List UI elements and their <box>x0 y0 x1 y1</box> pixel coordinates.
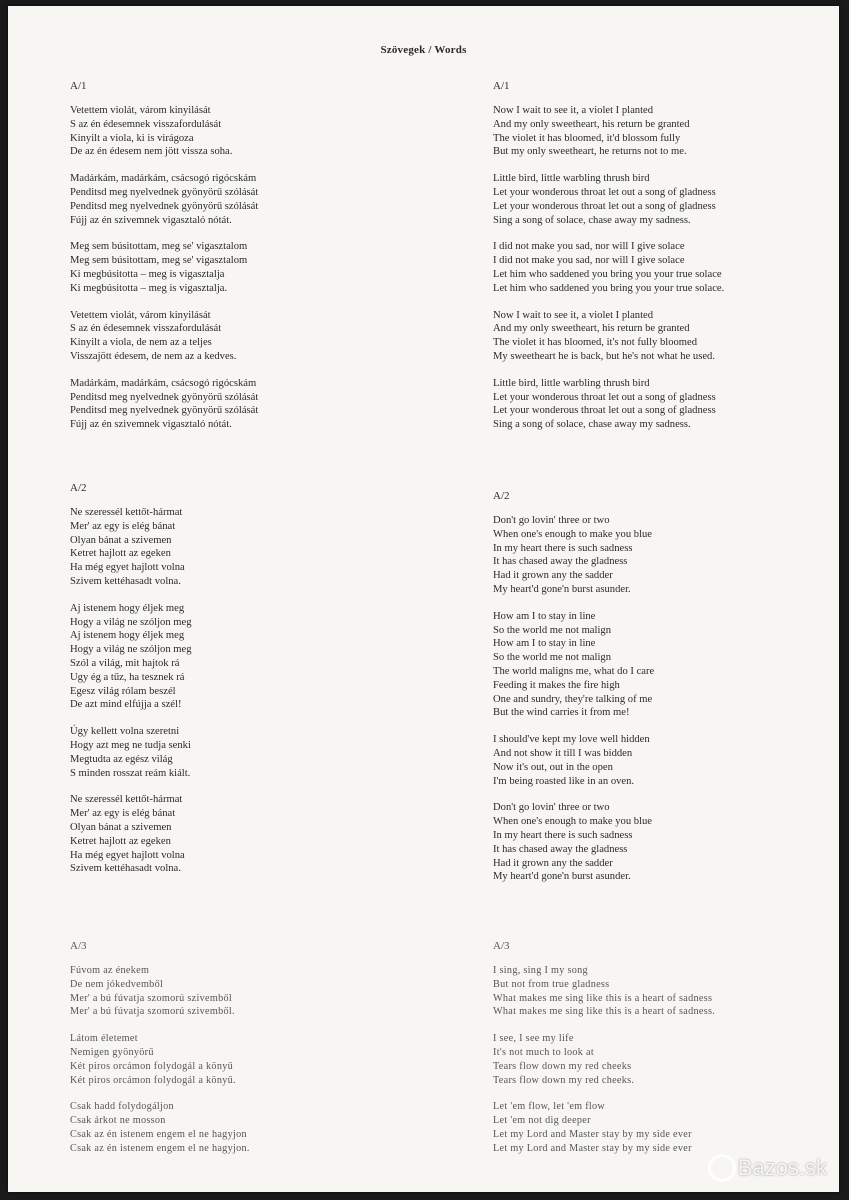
lyric-line: It has chased away the gladness <box>493 556 628 568</box>
stanza <box>70 1100 400 1155</box>
stanza <box>70 309 400 364</box>
lyric-line: The violet it has bloomed, it's not fully bloomed <box>493 337 698 349</box>
lyric-line: Now I wait to see it, a violet I planted <box>493 105 654 116</box>
stanza <box>493 240 823 295</box>
stanza <box>493 514 823 597</box>
lyric-line: Fújj az én szivemnek vigasztaló nótát. <box>70 214 232 226</box>
stanza <box>493 964 823 1019</box>
lyric-line: I did not make you sad, nor will I give solace <box>493 241 685 253</box>
section-a3-english <box>493 940 823 1169</box>
section-a2-hungarian <box>70 482 400 889</box>
lyric-line: Ne szeressél kettőt-hármat <box>70 794 183 806</box>
stanza <box>493 733 823 788</box>
lyric-line: Ki megbúsitotta – meg is vigasztalja. <box>70 282 228 294</box>
stanza <box>493 801 823 884</box>
lyric-line: Sing a song of solace, chase away my sadness. <box>493 214 691 226</box>
lyric-line: S az én édesemnek visszafordulását <box>70 118 222 130</box>
lyric-line: Olyan bánat a szivemen <box>70 534 172 546</box>
stanza <box>493 1100 823 1155</box>
lyric-line: De azt mind elfújja a szél! <box>70 699 182 711</box>
lyric-line: Let your wonderous throat let out a song of gladness <box>493 186 716 198</box>
lyric-line: Hogy a világ ne szóljon meg <box>70 616 192 628</box>
lyric-line: Kinyilt a viola, ki is virágoza <box>70 132 194 144</box>
section-a2-english <box>493 490 823 897</box>
stanza <box>70 964 400 1019</box>
lyric-line: Két piros orcámon folydogál a könyű <box>70 1060 233 1072</box>
stanza <box>70 240 400 295</box>
lyric-line: Ketret hajlott az egeken <box>70 835 171 847</box>
lyric-line: I sing, sing I my song <box>493 965 588 976</box>
lyric-line: Visszajött édesem, de nem az a kedves. <box>70 350 237 362</box>
section-label: A/1 <box>70 80 87 92</box>
lyric-line: Fújj az én szivemnek vigasztaló nótát. <box>70 419 232 431</box>
lyric-line: Kinyilt a viola, de nem az a teljes <box>70 337 212 349</box>
lyric-line: Megtudta az egész világ <box>70 753 173 765</box>
stanza <box>493 309 823 364</box>
lyric-line: Feeding it makes the fire high <box>493 679 620 691</box>
lyric-line: De nem jókedvemből <box>70 978 164 990</box>
lyric-line: Penditsd meg nyelvednek gyönyörű szólását <box>70 391 259 403</box>
stanza <box>70 793 400 876</box>
lyric-line: Don't go lovin' three or two <box>493 515 610 526</box>
lyric-line: Meg sem búsitottam, meg se' vigasztalom <box>70 241 248 253</box>
lyric-line: Let 'em not dig deeper <box>493 1115 591 1127</box>
lyric-line: Vetettem violát, várom kinyilását <box>70 105 211 116</box>
lyric-line: What makes me sing like this is a heart of sadness <box>493 992 713 1004</box>
lyric-line: It has chased away the gladness <box>493 843 628 855</box>
lyric-line: Little bird, little warbling thrush bird <box>493 377 650 389</box>
lyric-line: But the wind carries it from me! <box>493 707 630 719</box>
lyric-line: Ketret hajlott az egeken <box>70 548 171 560</box>
stanza <box>70 506 400 589</box>
lyric-line: And my only sweetheart, his return be granted <box>493 118 690 130</box>
lyric-line: De az én édesem nem jött vissza soha. <box>70 146 233 158</box>
lyric-line: My heart'd gone'n burst asunder. <box>493 583 631 595</box>
lyric-line: Csak árkot ne mosson <box>70 1115 166 1127</box>
stanza <box>493 377 823 432</box>
lyric-line: My heart'd gone'n burst asunder. <box>493 871 631 883</box>
lyric-line: Csak hadd folydogáljon <box>70 1101 174 1113</box>
lyric-line: My sweetheart he is back, but he's not what he used. <box>493 350 715 362</box>
lyric-line: Let your wonderous throat let out a song of gladness <box>493 200 716 212</box>
lyric-line: But not from true gladness <box>493 978 610 990</box>
lyric-line: Sing a song of solace, chase away my sadness. <box>493 419 691 431</box>
lyric-line: How am I to stay in line <box>493 610 596 622</box>
lyric-line: In my heart there is such sadness <box>493 542 633 554</box>
lyric-line: Now it's out, out in the open <box>493 761 613 773</box>
lyric-line: When one's enough to make you blue <box>493 528 653 540</box>
lyric-line: When one's enough to make you blue <box>493 816 653 828</box>
lyric-line: Ki megbúsitotta – meg is vigasztalja <box>70 268 225 280</box>
lyric-line: Hogy a világ ne szóljon meg <box>70 644 192 656</box>
lyric-line: Tears flow down my red cheeks <box>493 1060 632 1072</box>
stanza <box>70 172 400 227</box>
stanza <box>70 377 400 432</box>
stanza <box>70 1032 400 1087</box>
lyric-line: Szivem kettéhasadt volna. <box>70 863 181 875</box>
section-label: A/1 <box>493 80 510 92</box>
section-a3-hungarian <box>70 940 400 1169</box>
lyric-line: Aj istenem hogy éljek meg <box>70 602 185 614</box>
lyric-line: Csak az én istenem engem el ne hagyjon. <box>70 1142 250 1154</box>
watermark-logo-icon <box>708 1154 736 1182</box>
lyric-line: The violet it has bloomed, it'd blossom fully <box>493 132 681 144</box>
section-label: A/3 <box>493 940 510 952</box>
lyric-line: The world maligns me, what do I care <box>493 665 655 677</box>
lyric-line: How am I to stay in line <box>493 638 596 650</box>
watermark <box>708 1154 827 1182</box>
lyric-line: Penditsd meg nyelvednek gyönyörű szólását <box>70 186 259 198</box>
section-a1-hungarian <box>70 80 400 445</box>
lyric-line: One and sundry, they're talking of me <box>493 693 653 705</box>
lyric-line: Fúvom az énekem <box>70 965 150 976</box>
lyric-line: Now I wait to see it, a violet I planted <box>493 309 654 321</box>
lyric-line: Egesz világ rólam beszél <box>70 685 176 697</box>
lyric-line: Ugy ég a tűz, ha tesznek rá <box>70 671 185 683</box>
lyric-line: Let my Lord and Master stay by my side ever <box>493 1142 692 1154</box>
lyric-line: Had it grown any the sadder <box>493 857 613 869</box>
lyric-line: Nemigen gyönyörű <box>70 1046 154 1058</box>
stanza <box>70 725 400 780</box>
lyric-line: So the world me not malign <box>493 652 611 664</box>
lyric-line: Csak az én istenem engem el ne hagyjon <box>70 1128 247 1140</box>
lyric-line: Let your wonderous throat let out a song of gladness <box>493 391 716 403</box>
page-title: Szövegek / Words <box>380 44 467 56</box>
lyric-line: So the world me not malign <box>493 624 611 636</box>
lyric-line: Úgy kellett volna szeretni <box>70 726 180 738</box>
lyric-line: I'm being roasted like in an oven. <box>493 775 635 787</box>
lyric-line: Vetettem violát, várom kinyilását <box>70 309 211 321</box>
lyric-line: Let him who saddened you bring you your true solace. <box>493 282 725 294</box>
lyric-line: In my heart there is such sadness <box>493 829 633 841</box>
lyric-line: And not show it till I was bidden <box>493 747 633 759</box>
lyric-line: S az én édesemnek visszafordulását <box>70 323 222 335</box>
lyric-line: Madárkám, madárkám, csácsogó rigócskám <box>70 173 257 185</box>
lyric-line: Ha még egyet hajlott volna <box>70 562 185 574</box>
lyric-line: Let him who saddened you bring you your true solace <box>493 268 722 280</box>
lyric-line: And my only sweetheart, his return be granted <box>493 323 690 335</box>
stanza <box>493 1032 823 1087</box>
section-label: A/2 <box>70 482 87 494</box>
lyric-line: Little bird, little warbling thrush bird <box>493 173 650 185</box>
lyric-line: Madárkám, madárkám, csácsogó rigócskám <box>70 377 257 389</box>
stanza <box>70 104 400 159</box>
lyric-line: Mer' a bú fúvatja szomorú szivemből. <box>70 1006 235 1018</box>
lyric-line: I did not make you sad, nor will I give solace <box>493 255 685 267</box>
lyric-line: But my only sweetheart, he returns not to me. <box>493 146 687 158</box>
lyric-line: Don't go lovin' three or two <box>493 802 610 814</box>
lyric-line: Penditsd meg nyelvednek gyönyörű szólását <box>70 405 259 417</box>
section-a1-english <box>493 80 823 445</box>
section-label: A/3 <box>70 940 87 952</box>
lyric-line: Szól a világ, mit hajtok rá <box>70 657 180 669</box>
lyric-line: Aj istenem hogy éljek meg <box>70 630 185 642</box>
lyric-line: Mer' az egy is elég bánat <box>70 808 176 820</box>
stanza <box>493 104 823 159</box>
lyric-line: Let my Lord and Master stay by my side ever <box>493 1128 692 1140</box>
lyric-line: S minden rosszat reám kiált. <box>70 767 191 779</box>
watermark-text: Bazos.sk <box>737 1155 827 1180</box>
lyric-line: Látom életemet <box>70 1033 138 1045</box>
lyric-line: Két piros orcámon folydogál a könyű. <box>70 1074 236 1086</box>
lyric-line: Olyan bánat a szivemen <box>70 821 172 833</box>
lyric-line: Mer' az egy is elég bánat <box>70 520 176 532</box>
lyric-line: Let 'em flow, let 'em flow <box>493 1101 606 1113</box>
lyric-line: Meg sem búsitottam, meg se' vigasztalom <box>70 255 248 267</box>
lyric-line: Szivem kettéhasadt volna. <box>70 575 181 587</box>
lyric-line: Let your wonderous throat let out a song of gladness <box>493 405 716 417</box>
document-page <box>8 6 839 1192</box>
lyric-line: Penditsd meg nyelvednek gyönyörű szólását <box>70 200 259 212</box>
lyric-line: Hogy azt meg ne tudja senki <box>70 739 191 751</box>
lyric-line: Mer' a bú fúvatja szomorú szivemből <box>70 992 232 1004</box>
lyric-line: It's not much to look at <box>493 1046 594 1058</box>
stanza <box>493 172 823 227</box>
lyric-line: Ne szeressél kettőt-hármat <box>70 507 183 518</box>
lyric-line: Ha még egyet hajlott volna <box>70 849 185 861</box>
lyric-line: Tears flow down my red cheeks. <box>493 1074 635 1086</box>
stanza <box>493 610 823 720</box>
section-label: A/2 <box>493 490 510 502</box>
lyric-line: I should've kept my love well hidden <box>493 734 650 746</box>
lyric-line: Had it grown any the sadder <box>493 570 613 582</box>
lyric-line: I see, I see my life <box>493 1033 574 1045</box>
stanza <box>70 602 400 712</box>
lyric-line: What makes me sing like this is a heart of sadness. <box>493 1006 716 1018</box>
